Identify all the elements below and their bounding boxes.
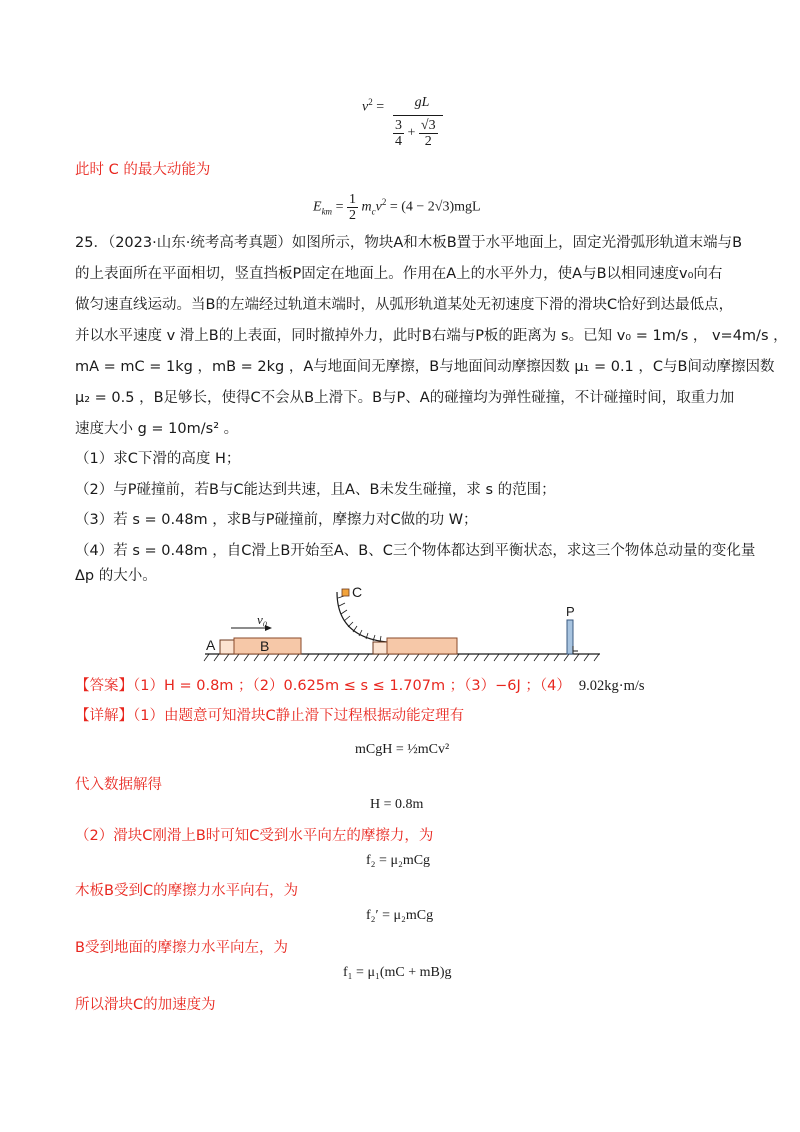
equation-f2-prime: f₂′ = μ₂mCg: [366, 908, 434, 923]
answer-tag: 【答案】: [75, 678, 133, 694]
problem-line-2: 的上表面所在平面相切，竖直挡板P固定在地面上。作用在A上的水平外力，使A与B以相同速度v₀向右: [75, 266, 723, 282]
equation-f1: f₁ = μ₁(mC + mB)g: [343, 965, 452, 980]
answer-line: [75, 676, 645, 696]
problem-line-3: 做匀速直线运动。当B的左端经过轨道末端时，从弧形轨道某处无初速度下滑的滑块C恰好到达最低点，: [75, 297, 734, 313]
problem-line-7: 速度大小 g = 10m/s² 。: [75, 421, 239, 437]
track-hatch: [338, 596, 381, 642]
equation-h-value: H = 0.8m: [370, 797, 424, 812]
problem-line-5: mA = mC = 1kg ，mB = 2kg ，A与地面间无摩擦，B与地面间动摩擦因数 μ₁ = 0.1 ，C与B间动摩擦因数: [75, 359, 775, 375]
equation-v-squared: $v^2$ =: [362, 97, 385, 115]
track-support: [373, 642, 387, 654]
detail-line-1: 【详解】（1）由题意可知滑块C静止滑下过程根据动能定理有: [75, 708, 465, 724]
block-a: [220, 640, 234, 654]
ground-hatch: [204, 654, 599, 661]
problem-line-6: μ₂ = 0.5 ，B足够长，使得C不会从B上滑下。B与P、A的碰撞均为弹性碰撞，不计碰撞时间，取重力加: [75, 390, 735, 406]
fraction-bar: [393, 115, 443, 116]
answer-4-value: 9.02kg·m/s: [578, 678, 645, 694]
label-a: A: [206, 637, 216, 653]
detail-line-5: 所以滑块C的加速度为: [75, 997, 216, 1013]
detail-line-4: B受到地面的摩擦力水平向左，为: [75, 940, 288, 956]
plate-p: [567, 620, 573, 654]
question-3: （3）若 s = 0.48m ，求B与P碰撞前，摩擦力对C做的功 W；: [75, 512, 478, 528]
label-v0: v₀: [257, 612, 268, 627]
substitute-text: 代入数据解得: [75, 777, 162, 793]
question-4: （4）若 s = 0.48m ，自C滑上B开始至A、B、C三个物体都达到平衡状态，求这三个物体总动量的变化量: [75, 543, 756, 559]
equation-v-squared-numerator: gL: [414, 95, 430, 110]
board-right: [387, 638, 457, 654]
problem-line-4: 并以水平速度 v 滑上B的上表面，同时撤掉外力，此时B右端与P板的距离为 s。已知 v₀ = 1m/s ， v=4m/s ，: [75, 328, 788, 344]
label-b: B: [260, 638, 270, 654]
equation-v-squared-denominator: $\frac{3}{4}$ + $\frac{√3}{2}$: [395, 118, 436, 149]
detail-line-3: 木板B受到C的摩擦力水平向右，为: [75, 883, 299, 899]
detail-line-2: （2）滑块C刚滑上B时可知C受到水平向左的摩擦力，为: [75, 828, 434, 844]
label-c: C: [352, 584, 363, 600]
question-4-continued: Δp 的大小。: [75, 568, 157, 584]
equation-f2: f₂ = μ₂mCg: [366, 853, 431, 868]
problem-line-1: 25．（2023·山东·统考高考真题）如图所示，物块A和木板B置于水平地面上，固定光滑弧形轨道末端与B: [75, 235, 743, 251]
detail-tag: 【详解】: [75, 708, 133, 724]
label-p: P: [566, 604, 575, 619]
answer-values: （1）H = 0.8m ；（2）0.625m ≤ s ≤ 1.707m ；（3）−6J ；（4）: [133, 678, 571, 694]
question-2: （2）与P碰撞前，若B与C能达到共速，且A、B未发生碰撞，求 s 的范围；: [75, 482, 556, 498]
equation-ekm: $E_{km}$ = $\frac{1}{2}$ $m_cv^2 = (4 - 2√3)mgL$: [313, 192, 481, 223]
question-1: （1）求C下滑的高度 H；: [75, 451, 241, 467]
equation-energy-theorem: mCgH = ½mCv²: [355, 742, 450, 757]
max-kinetic-energy-text: 此时 C 的最大动能为: [75, 162, 211, 178]
physics-figure: [195, 582, 605, 664]
slider-c: [342, 589, 349, 596]
